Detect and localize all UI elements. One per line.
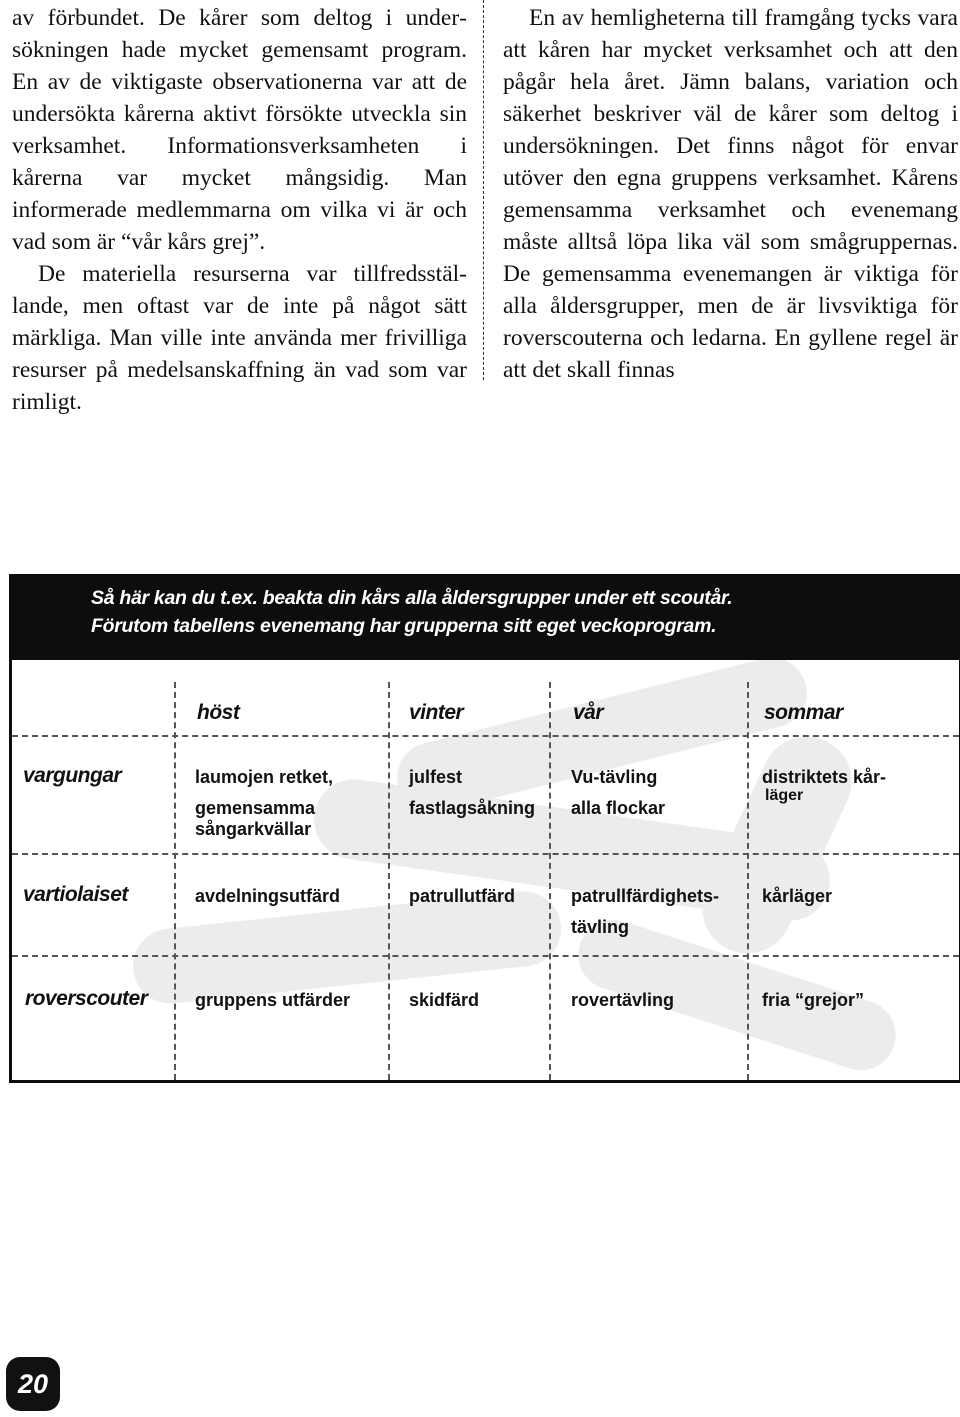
table-cell: distriktets kår- läger <box>762 767 887 804</box>
column-divider <box>483 0 484 380</box>
table-cell: kårläger <box>762 886 833 906</box>
row-label-vargungar: vargungar <box>23 764 122 787</box>
page-number-badge <box>6 1357 60 1411</box>
table-cell: Vu-tävling alla flockar <box>571 767 666 818</box>
column-divider <box>174 682 176 1080</box>
paragraph: En av hemligheterna till framgång tycks vara att kåren har mycket verksamhet och att den pågår hela året. Jämn balans, variation och säkerhet beskriver väl de kårer som deltog i undersökningen. Det finns något för envar utöver den egna gruppens verksamhet. Kårens gemensamma verksamhet och evenemang måste alltså löpa lika väl som smågruppernas. De gemensamma evenemangen är viktiga för alla åldersgrupper, men de är livsviktiga för roverscouterna och ledarna. En gyllene regel är att det skall finnas <box>503 5 958 383</box>
column-divider <box>549 682 551 1080</box>
table-cell: gruppens utfärder <box>195 990 351 1010</box>
header-vinter: vinter <box>409 701 464 724</box>
row-divider <box>12 853 959 855</box>
table-cell: laumojen retket, gemensamma sångarkvällar <box>195 767 334 839</box>
table-cell: patrullfärdighets- tävling <box>571 886 720 937</box>
body-column-left <box>12 2 467 418</box>
column-divider <box>747 682 749 1080</box>
table-cell: avdelningsutfärd <box>195 886 341 906</box>
info-box-heading <box>9 574 960 660</box>
info-box-line-2: Förutom tabellens evenemang har grupperna sitt eget veckoprogram. <box>91 615 717 637</box>
table-cell: fria “grejor” <box>762 990 865 1010</box>
header-vaar: vår <box>573 701 604 724</box>
row-divider <box>12 735 959 737</box>
page-number: 20 <box>17 1368 49 1399</box>
table-cell: julfest fastlagsåkning <box>409 767 536 818</box>
row-divider <box>12 955 959 957</box>
info-box-line-1: Så här kan du t.ex. beakta din kårs alla åldersgrupper under ett scoutår. <box>91 587 733 609</box>
row-label-vartiolaiset: vartiolaiset <box>23 883 128 906</box>
header-hoest: höst <box>197 701 240 724</box>
row-label-roverscouter: roverscouter <box>25 987 148 1010</box>
header-sommar: sommar <box>764 701 843 724</box>
table-cell: rovertävling <box>571 990 675 1010</box>
paragraph: av förbundet. De kårer som deltog i undersökningen hade mycket gemensamt program. En av de viktigaste observationerna var att de undersökta kårerna aktivt försökte utveckla sin verksamhet. Informationsverksamheten i kårerna var mycket mångsidig. Man informerade medlemmarna om vilka vi är och vad som är “vår kårs grej”. <box>12 5 467 255</box>
table-cell: patrullutfärd <box>409 886 515 906</box>
paragraph: De materiella resurserna var tillfredsställande, men oftast var de inte på något sätt märkliga. Man ville inte använda mer frivilliga resurser på medelsanskaffning än vad som var rimligt. <box>12 261 467 415</box>
body-column-right <box>503 2 958 386</box>
scout-year-table <box>9 660 960 1083</box>
table-cell: skidfärd <box>409 990 480 1010</box>
column-divider <box>388 682 390 1080</box>
